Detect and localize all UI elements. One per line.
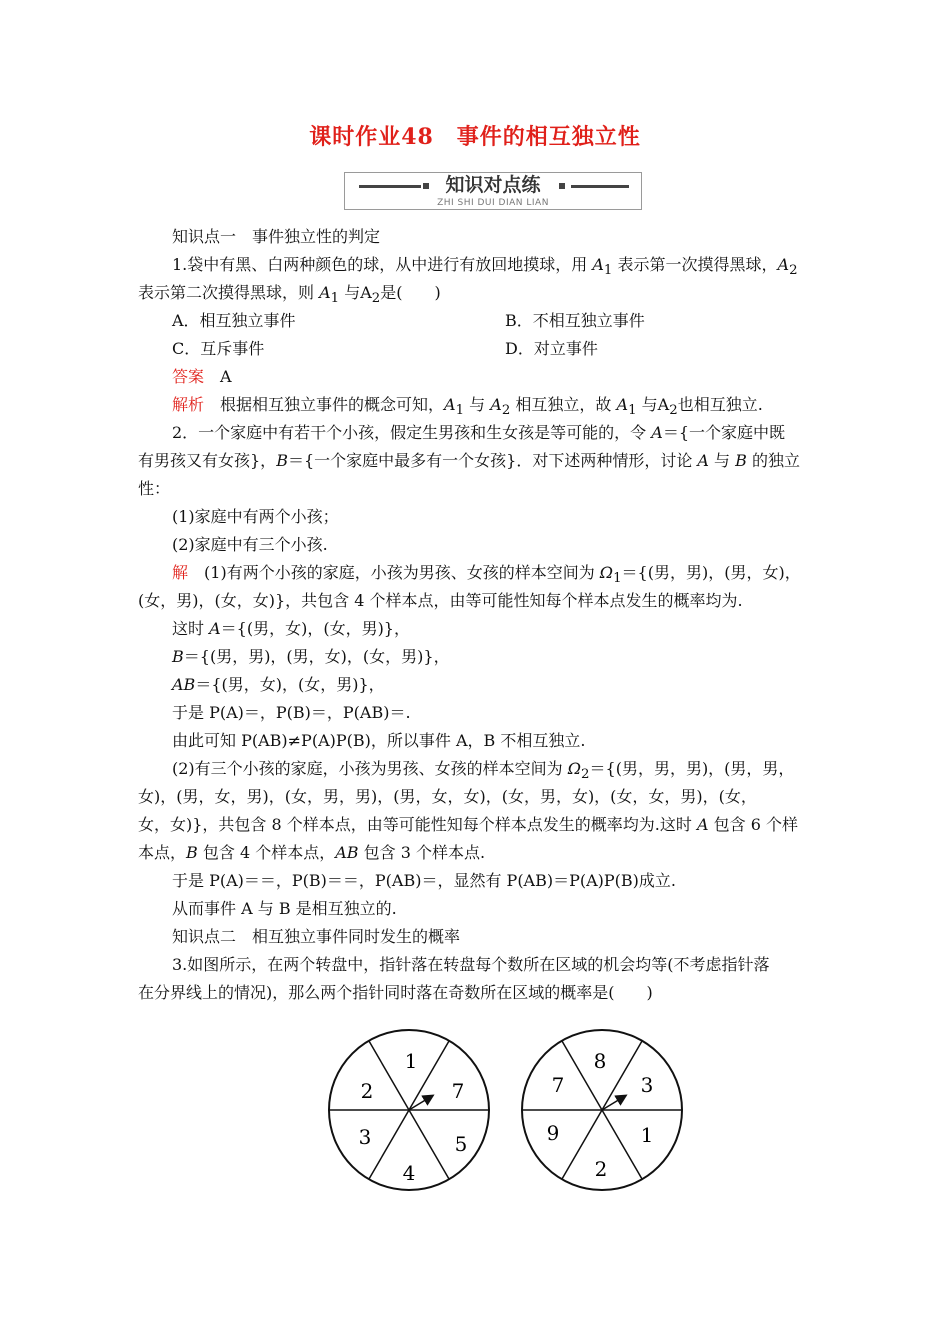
q2-solution-line-9: 女)，(男，女，男)，(女，男，男)，(男，女，女)，(女，男，女)，(女，女，男)，(女， [138,787,757,806]
banner-title: 知识对点练 [445,174,541,196]
q1-option-b: B．不相互独立事件 [505,311,645,330]
q2-solution-line-8: (2)有三个小孩的家庭，小孩为男孩、女孩的样本空间为 $\Omega_2=${(男，男，男)，(男，男， [172,759,795,783]
spinner-left-number: 7 [451,1079,465,1103]
q2-solution-line-11: 本点，B 包含 4 个样本点，AB 包含 3 个样本点. [138,843,486,862]
section-heading-1: 知识点一 事件独立性的判定 [172,227,381,246]
q2-solution-line-12: 于是 P(A)＝＝，P(B)＝＝，P(AB)＝，显然有 P(AB)＝P(A)P(B)成立. [172,871,677,890]
spinner-left-number: 1 [404,1049,418,1073]
q1-option-a: A．相互独立事件 [172,311,296,330]
page-title: 课时作业48 事件的相互独立性 [309,124,641,150]
q2-case-1: (1)家庭中有两个小孩； [172,507,339,526]
q2-solution-line-13: 从而事件 A 与 B 是相互独立的. [172,899,397,918]
q3-line-2: 在分界线上的情况)，那么两个指针同时落在奇数所在区域的概率是( ) [138,983,653,1002]
spinner-left-number: 2 [360,1079,374,1103]
section-banner [344,172,642,210]
spinner-figure [322,1028,692,1198]
q2-solution-line-7: 由此可知 P(AB)≠P(A)P(B)，所以事件 A，B 不相互独立. [172,731,586,750]
spinner-right-number: 2 [594,1157,608,1181]
spinner-left-number: 3 [358,1125,372,1149]
q1-line-2: 表示第二次摸得黑球，则 $A_1$ 与$A_2$是( ) [138,283,441,307]
q1-answer: 答案 A [172,367,232,386]
q2-case-2: (2)家庭中有三个小孩. [172,535,328,554]
q2-line-3: 性： [138,479,171,498]
spinner-right-number: 1 [640,1123,654,1147]
q3-line-1: 3.如图所示，在两个转盘中，指针落在转盘每个数所在区域的机会均等(不考虑指针落 [172,955,770,974]
spinner-right-number: 8 [593,1049,607,1073]
q1-option-c: C．互斥事件 [172,339,265,358]
spinner-right [522,1030,682,1190]
spinner-left-number: 4 [402,1161,416,1185]
spinner-right-number: 9 [546,1121,560,1145]
spinner-right-number: 3 [640,1073,654,1097]
q1-option-d: D．对立事件 [505,339,598,358]
section-heading-2: 知识点二 相互独立事件同时发生的概率 [172,927,461,946]
q2-line-2: 有男孩又有女孩}，B＝{一个家庭中最多有一个女孩}．对下述两种情形，讨论 A 与 B 的独立 [138,451,801,470]
q2-solution-line-2: (女，男)，(女，女)}，共包含 4 个样本点，由等可能性知每个样本点发生的概率均为. [138,591,743,610]
spinner-left-number: 5 [454,1132,468,1156]
q1-line-1: 1.袋中有黑、白两种颜色的球，从中进行有放回地摸球，用 $A_1$ 表示第一次摸得黑球，$A_2$ [172,255,798,279]
q2-line-1: 2．一个家庭中有若干个小孩，假定生男孩和生女孩是等可能的，令 A＝{一个家庭中既 [172,423,786,442]
q1-analysis: 解析 根据相互独立事件的概念可知，$A_1$ 与 $A_2$ 相互独立，故 $A_1$ 与$A_2$也相互独立. [172,395,763,419]
q2-solution-line-1: 解 (1)有两个小孩的家庭，小孩为男孩、女孩的样本空间为 $\Omega_1=${(男，男)，(男，女)， [172,563,801,587]
q2-solution-line-4: B＝{(男，男)，(男，女)，(女，男)}， [172,647,450,666]
q2-solution-line-10: 女，女)}，共包含 8 个样本点，由等可能性知每个样本点发生的概率均为.这时 A 包含 6 个样 [138,815,798,834]
spinner-left [329,1030,489,1190]
q2-solution-line-3: 这时 A＝{(男，女)，(女，男)}， [172,619,410,638]
spinner-right-number: 7 [551,1073,565,1097]
banner-subtitle: ZHI SHI DUI DIAN LIAN [437,198,549,208]
q2-solution-line-5: AB＝{(男，女)，(女，男)}， [172,675,385,694]
q2-solution-line-6: 于是 P(A)＝，P(B)＝，P(AB)＝. [172,703,411,722]
